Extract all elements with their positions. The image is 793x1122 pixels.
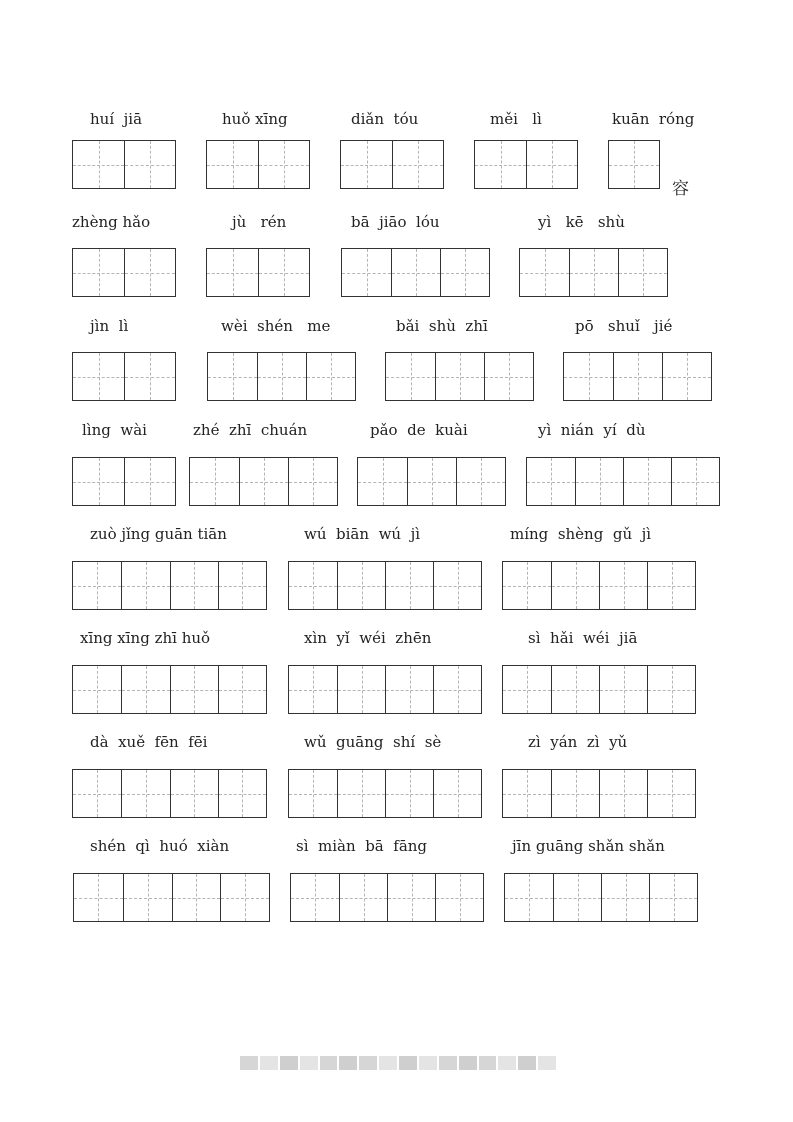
writing-cell[interactable] — [258, 249, 309, 296]
writing-cell[interactable] — [207, 141, 258, 188]
writing-cell[interactable] — [289, 562, 337, 609]
writing-cell[interactable] — [385, 770, 433, 817]
tianzige-grid — [288, 665, 482, 714]
writing-cell[interactable] — [551, 770, 599, 817]
writing-cell[interactable] — [503, 666, 551, 713]
writing-cell[interactable] — [613, 353, 662, 400]
pinyin-label: wǔ guāng shí sè — [304, 733, 442, 751]
writing-cell[interactable] — [526, 141, 577, 188]
writing-cell[interactable] — [392, 141, 443, 188]
tianzige-grid — [502, 665, 696, 714]
writing-cell[interactable] — [599, 770, 647, 817]
writing-cell[interactable] — [208, 353, 257, 400]
writing-cell[interactable] — [609, 141, 659, 188]
tianzige-grid — [72, 561, 267, 610]
tianzige-grid — [519, 248, 668, 297]
tianzige-grid — [189, 457, 338, 506]
writing-cell[interactable] — [121, 666, 169, 713]
pinyin-label: zhé zhī chuán — [193, 421, 308, 439]
writing-cell[interactable] — [306, 353, 355, 400]
pinyin-label: sì hǎi wéi jiā — [528, 629, 638, 647]
writing-cell[interactable] — [503, 562, 551, 609]
writing-cell[interactable] — [551, 562, 599, 609]
tianzige-grid — [73, 873, 270, 922]
writing-cell[interactable] — [391, 249, 440, 296]
tianzige-grid — [72, 352, 176, 401]
writing-cell[interactable] — [288, 458, 337, 505]
writing-cell[interactable] — [124, 458, 175, 505]
writing-cell[interactable] — [435, 353, 484, 400]
writing-cell[interactable] — [569, 249, 618, 296]
writing-cell[interactable] — [170, 666, 218, 713]
writing-cell[interactable] — [671, 458, 719, 505]
pinyin-label: lìng wài — [82, 421, 147, 439]
pinyin-label: bā jiāo lóu — [351, 213, 440, 231]
writing-cell[interactable] — [342, 249, 391, 296]
pinyin-label: xīng xīng zhī huǒ — [80, 629, 211, 647]
writing-cell[interactable] — [289, 666, 337, 713]
tianzige-grid — [290, 873, 484, 922]
writing-cell[interactable] — [207, 249, 258, 296]
writing-cell[interactable] — [73, 141, 124, 188]
tianzige-grid — [502, 561, 696, 610]
writing-cell[interactable] — [440, 249, 489, 296]
writing-cell[interactable] — [124, 353, 175, 400]
writing-cell[interactable] — [649, 874, 697, 921]
tianzige-grid — [502, 769, 696, 818]
writing-cell[interactable] — [124, 249, 175, 296]
writing-cell[interactable] — [289, 770, 337, 817]
tianzige-grid — [72, 140, 176, 189]
pinyin-label: sì miàn bā fāng — [296, 837, 428, 855]
tianzige-grid — [474, 140, 578, 189]
writing-cell[interactable] — [662, 353, 711, 400]
tianzige-grid — [72, 248, 176, 297]
writing-cell[interactable] — [433, 666, 481, 713]
pinyin-label: míng shèng gǔ jì — [510, 525, 652, 543]
writing-cell[interactable] — [647, 666, 695, 713]
writing-cell[interactable] — [475, 141, 526, 188]
tianzige-grid — [504, 873, 698, 922]
writing-cell[interactable] — [239, 458, 288, 505]
writing-cell[interactable] — [527, 458, 575, 505]
pinyin-label: huǒ xīng — [222, 110, 288, 128]
writing-cell[interactable] — [358, 458, 407, 505]
writing-cell[interactable] — [564, 353, 613, 400]
writing-cell[interactable] — [599, 666, 647, 713]
pinyin-label: pō shuǐ jié — [575, 317, 673, 335]
tianzige-grid — [206, 140, 310, 189]
writing-cell[interactable] — [456, 458, 505, 505]
writing-cell[interactable] — [385, 562, 433, 609]
given-character: 容 — [672, 179, 689, 199]
writing-cell[interactable] — [623, 458, 671, 505]
pinyin-label: jù rén — [232, 213, 287, 231]
pinyin-label: zì yán zì yǔ — [528, 733, 628, 751]
writing-cell[interactable] — [218, 770, 266, 817]
tianzige-grid — [526, 457, 720, 506]
writing-cell[interactable] — [73, 770, 121, 817]
tianzige-grid — [72, 769, 267, 818]
tianzige-grid — [608, 140, 660, 189]
pinyin-label: yì kē shù — [538, 213, 625, 231]
writing-cell[interactable] — [551, 666, 599, 713]
writing-cell[interactable] — [337, 666, 385, 713]
pinyin-label: pǎo de kuài — [370, 421, 468, 439]
tianzige-grid — [288, 769, 482, 818]
pinyin-label: zuò jǐng guān tiān — [90, 525, 227, 543]
tianzige-grid — [72, 457, 176, 506]
pinyin-label: wú biān wú jì — [304, 525, 421, 543]
writing-cell[interactable] — [386, 353, 435, 400]
pinyin-label: bǎi shù zhī — [396, 317, 488, 335]
pinyin-label: zhèng hǎo — [72, 213, 151, 231]
writing-cell[interactable] — [124, 141, 175, 188]
writing-cell[interactable] — [435, 874, 483, 921]
writing-cell[interactable] — [190, 458, 239, 505]
writing-cell[interactable] — [73, 458, 124, 505]
tianzige-grid — [385, 352, 534, 401]
pinyin-label: diǎn tóu — [351, 110, 419, 128]
pinyin-label: měi lì — [490, 110, 542, 128]
pinyin-label: yì nián yí dù — [538, 421, 646, 439]
writing-cell[interactable] — [291, 874, 339, 921]
writing-cell[interactable] — [647, 562, 695, 609]
pinyin-label: huí jiā — [90, 110, 143, 128]
writing-cell[interactable] — [73, 666, 121, 713]
tianzige-grid — [563, 352, 712, 401]
writing-cell[interactable] — [73, 562, 121, 609]
tianzige-grid — [288, 561, 482, 610]
writing-cell[interactable] — [170, 770, 218, 817]
writing-cell[interactable] — [407, 458, 456, 505]
tianzige-grid — [207, 352, 356, 401]
writing-cell[interactable] — [172, 874, 221, 921]
pinyin-label: dà xuě fēn fēi — [90, 733, 208, 751]
writing-cell[interactable] — [601, 874, 649, 921]
pinyin-label: shén qì huó xiàn — [90, 837, 230, 855]
tianzige-grid — [206, 248, 310, 297]
writing-cell[interactable] — [387, 874, 435, 921]
writing-cell[interactable] — [385, 666, 433, 713]
pinyin-label: kuān róng — [612, 110, 695, 128]
writing-cell[interactable] — [433, 562, 481, 609]
writing-cell[interactable] — [220, 874, 269, 921]
tianzige-grid — [72, 665, 267, 714]
writing-cell[interactable] — [74, 874, 123, 921]
writing-cell[interactable] — [337, 562, 385, 609]
writing-cell[interactable] — [505, 874, 553, 921]
writing-cell[interactable] — [73, 249, 124, 296]
writing-cell[interactable] — [503, 770, 551, 817]
writing-cell[interactable] — [575, 458, 623, 505]
writing-cell[interactable] — [647, 770, 695, 817]
writing-cell[interactable] — [520, 249, 569, 296]
writing-cell[interactable] — [121, 562, 169, 609]
tianzige-grid — [340, 140, 444, 189]
pinyin-label: xìn yǐ wéi zhēn — [304, 629, 432, 647]
writing-cell[interactable] — [337, 770, 385, 817]
pinyin-label: jìn lì — [90, 317, 129, 335]
writing-cell[interactable] — [123, 874, 172, 921]
pinyin-label: wèi shén me — [221, 317, 331, 335]
writing-cell[interactable] — [73, 353, 124, 400]
blurred-footer-watermark — [240, 1056, 556, 1070]
tianzige-grid — [357, 457, 506, 506]
pinyin-label: jīn guāng shǎn shǎn — [512, 837, 665, 855]
writing-cell[interactable] — [170, 562, 218, 609]
writing-cell[interactable] — [484, 353, 533, 400]
writing-cell[interactable] — [218, 562, 266, 609]
writing-cell[interactable] — [121, 770, 169, 817]
writing-cell[interactable] — [553, 874, 601, 921]
writing-cell[interactable] — [257, 353, 306, 400]
tianzige-grid — [341, 248, 490, 297]
writing-cell[interactable] — [433, 770, 481, 817]
writing-cell[interactable] — [599, 562, 647, 609]
writing-cell[interactable] — [218, 666, 266, 713]
writing-cell[interactable] — [618, 249, 667, 296]
writing-cell[interactable] — [339, 874, 387, 921]
writing-cell[interactable] — [341, 141, 392, 188]
writing-cell[interactable] — [258, 141, 309, 188]
